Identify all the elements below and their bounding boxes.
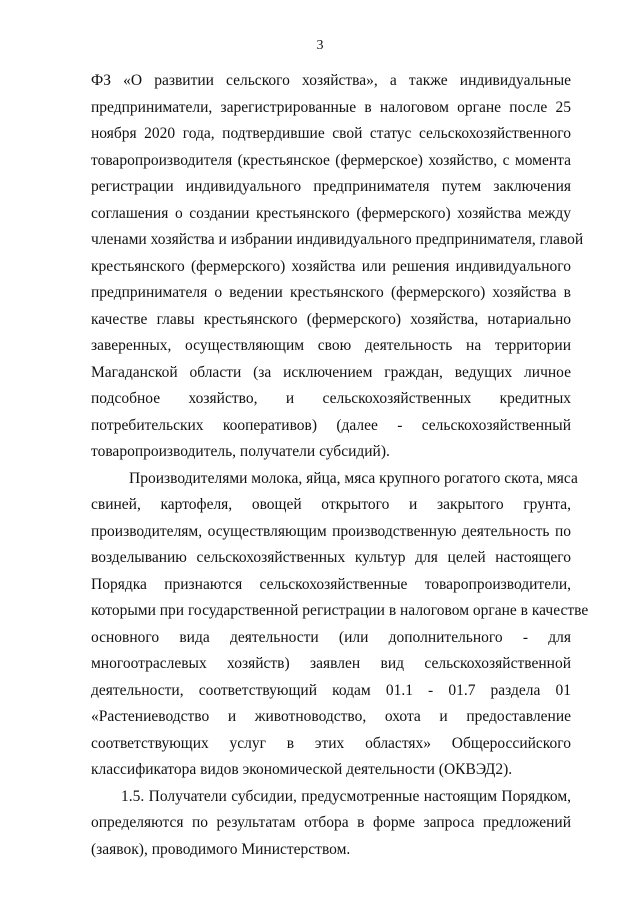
text-line: товаропроизводителя (крестьянское (фермерское) хозяйство, с момента bbox=[91, 151, 571, 169]
text-line: крестьянского (фермерского) хозяйства или решения индивидуального bbox=[91, 257, 571, 275]
text-line: деятельности, соответствующий кодам 01.1 - 01.7 раздела 01 bbox=[91, 681, 571, 699]
paragraph-3 bbox=[91, 784, 571, 864]
text-line: свиней, картофеля, овощей открытого и закрытого грунта, bbox=[91, 496, 571, 513]
text-line: потребительских кооперативов) (далее - сельскохозяйственный bbox=[91, 416, 571, 434]
text-line: многоотраслевых хозяйств) заявлен вид сельскохозяйственной bbox=[91, 655, 571, 672]
paragraph-2 bbox=[91, 466, 589, 784]
text-line: товаропроизводитель, получатели субсидий). bbox=[91, 443, 390, 460]
text-line: соглашения о создании крестьянского (фермерского) хозяйства между bbox=[91, 204, 571, 222]
document-body bbox=[91, 68, 589, 863]
paragraph-1 bbox=[91, 68, 584, 466]
text-line: соответствующих услуг в этих областях» Общероссийского bbox=[91, 734, 571, 752]
text-line: классификатора видов экономической деятельности (ОКВЭД2). bbox=[91, 761, 513, 778]
text-line: регистрации индивидуального предпринимателя путем заключения bbox=[91, 178, 571, 195]
text-line: ФЗ «О развитии сельского хозяйства», а также индивидуальные bbox=[91, 72, 571, 89]
text-line: производителям, осуществляющим производственную деятельность по bbox=[91, 522, 571, 540]
text-line: Производителями молока, яйца, мяса крупного рогатого скота, мяса bbox=[129, 469, 578, 487]
text-line: качестве главы крестьянского (фермерского) хозяйства, нотариально bbox=[91, 310, 571, 328]
text-line: Магаданской области (за исключением граждан, ведущих личное bbox=[91, 363, 571, 381]
text-line: подсобное хозяйство, и сельскохозяйственных кредитных bbox=[91, 390, 571, 407]
text-line: «Растениеводство и животноводство, охота и предоставление bbox=[91, 708, 571, 725]
text-line: заверенных, осуществляющим свою деятельность на территории bbox=[91, 337, 571, 354]
text-line: 1.5. Получатели субсидии, предусмотренные настоящим Порядком, bbox=[121, 787, 571, 805]
text-line: членами хозяйства и избрании индивидуального предпринимателя, главой bbox=[91, 231, 584, 248]
text-line: Порядка признаются сельскохозяйственные товаропроизводители, bbox=[91, 575, 571, 593]
text-line: (заявок), проводимого Министерством. bbox=[91, 840, 351, 858]
text-line: предпринимателя о ведении крестьянского (фермерского) хозяйства в bbox=[91, 284, 571, 301]
page-number: 3 bbox=[316, 38, 324, 53]
text-line: основного вида деятельности (или дополнительного - для bbox=[91, 628, 571, 646]
text-line: определяются по результатам отбора в форме запроса предложений bbox=[91, 814, 571, 831]
text-line: которыми при государственной регистрации в налоговом органе в качестве bbox=[91, 602, 589, 619]
text-line: ноября 2020 года, подтвердившие свой статус сельскохозяйственного bbox=[91, 125, 571, 142]
text-line: предприниматели, зарегистрированные в налоговом органе после 25 bbox=[91, 98, 571, 116]
text-line: возделыванию сельскохозяйственных культур для целей настоящего bbox=[91, 549, 571, 566]
